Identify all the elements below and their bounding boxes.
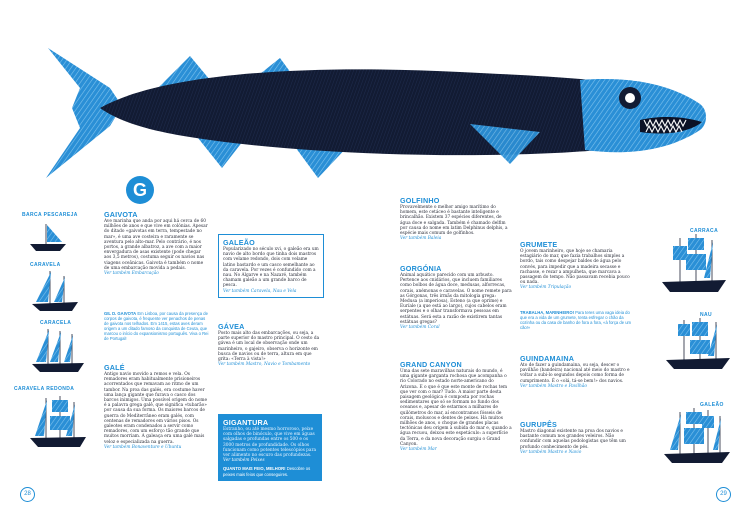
entry-body: Posto mais alto das embarcações, ou seja, a parte superior do mastro principal. O cesto da gávea é um local de observação onde um marinheiro, o gajeiro, observa o horizonte em busca de navios ou de terra, altura em que grita: «Terra à vista!» xyxy=(218,331,320,363)
entry-see-also: Ver também Mastro, Navio e Tombamento xyxy=(218,362,311,368)
entry-body: O jovem marinheiro, que hoje se chamaria estagiário do mar, que fazia trabalhos simples a bordo, tais como despejar baldes de água pelo convés, para impedir que a madeira secasse e rachasse, e rezar a ampulheta, que marcava a passagem do tempo. Não passavam recebia pouco ou nada. xyxy=(520,249,630,286)
ship-label-galeao: GALEÃO xyxy=(700,402,724,408)
entry-gurupes xyxy=(520,420,632,455)
entry-body: Provavelmente o melhor amigo marítimo do homem, este cetáceo é bastante inteligente e brincalhão. Existem 37 espécies diferentes, de água doce e salgada. Também é chamado delfim por causa do nome em latim Delphinus delphis, a espécie mais comum de golfinhos. xyxy=(400,205,508,237)
entry-title: GIGANTURA xyxy=(223,418,269,427)
entry-body: Antigo navio movido a remos e vela. Os remadores eram habitualmente prisioneiros acorrentados que remavam ao ritmo de um tambor. Na proa das galés, era costume haver uma lança gigante que furava o casco dos barcos inimigos. Uma possível origem do nome é a palavra grega galê, que significa «tubarão» por causa da sua forma. Os maiores barcos de guerra do Mediterrâneo eram galés, com centenas de remadores em vários pisos. Os galeotes eram condenados a servir como remadores, com um esforço tão grande que muitos morriam. A galeaça era uma galé mais veloz e especializada na guerra. xyxy=(104,372,208,445)
entry-see-also: Ver também Mar xyxy=(400,447,437,453)
ship-label-carraca: CARRACA xyxy=(690,228,719,234)
ship-caracela xyxy=(30,326,88,374)
entry-see-also: Ver também Bonaventure e Ubuntu xyxy=(104,444,182,450)
fish-head xyxy=(580,79,706,152)
entry-body: Popularizado no século xvi, o galeão era um navio de alto bordo que tinha dois mastros com velame redondo, dois com velame latino bastardo e um casco semelhante ao da caravela. Por vezes é confundido com a nau. No Algarve e na Nazaré, também chamam galeão a um grande barco de pesca. xyxy=(223,247,319,289)
page-number-left: 28 xyxy=(20,487,35,502)
entry-title: GAIVOTA xyxy=(104,210,138,219)
entry-body: Ave marinha que anda por aqui há cerca de 60 milhões de anos e que vive em colónias. Apesar do ditado «gaivotas em terra, tempestade no mar», é uma ave costeira e raramente se aventura pelo alto-mar. Pelo contrário, é nos portos, a grande albatroz, a ave com a maior envergadura de asas existente (pode chegar aos 3,5 metros), costuma seguir os navios nas viagens oceânicas. Gaivota é também o nome de uma embarcação movida a pedais. xyxy=(104,219,208,271)
note-quanto-mais-feio xyxy=(223,466,317,476)
entry-body: Animal aquático parecido com um arbusto. Pertence aos cnidários, que incluem familiares como bolbos de água doce, medusas, alforrecas, corais, anémonas e caravelas. O nome remete para as Górgonas, três irmãs da mitologia grega: Medusa (a imperiosa), Esteno (a que oprime) e Euríale (a que está ao largo), cujos cabelos eram serpentes e o olhar transformava pessoas em estátuas. Será esta a razão de existirem tantas estátuas gregas? xyxy=(400,273,512,325)
note-title: GIL D. GAIVOTA xyxy=(104,311,137,316)
entry-title: GOLFINHO xyxy=(400,196,440,205)
entry-see-also: Ver também Mastro e Pavilhão xyxy=(520,383,587,389)
entry-title: GRUMETE xyxy=(520,240,558,249)
entry-see-also: Ver também Caravela, Nau e Vela xyxy=(223,288,297,294)
entry-grand-canyon xyxy=(400,360,512,452)
ship-label-caravela-redonda: CARAVELA REDONDA xyxy=(14,386,75,392)
entry-galeao xyxy=(218,234,324,298)
entry-see-also: Ver também Coral xyxy=(400,325,440,331)
entry-gorgonia xyxy=(400,264,512,330)
entry-body: Ato de fazer a guindamaina, ou seja, descer o pavilhão (bandeira) nacional até meio do mastro e voltar a subi-lo segundos depois como forma de cumprimento. É o «olá, tá-se bem!» dos navios. xyxy=(520,363,630,384)
entry-title: GRAND CANYON xyxy=(400,360,462,369)
note-body: Para teres uma vaga ideia do que era a vida de um grumete, tenta esfregar o chão da cozinha ou da casa de banho de fora a fora, «à força de um cão!» xyxy=(520,310,632,331)
ship-label-caravela: CARAVELA xyxy=(30,262,61,268)
ship-label-caracela: CARACELA xyxy=(40,320,72,326)
entry-gigantura xyxy=(218,414,322,481)
ship-label-barca: BARCA PESCAREJA xyxy=(22,212,78,218)
entry-body: Estranho, ou até mesmo horroroso, peixe com olhos de binóculo, que vive em águas salgadas e profundas entre os 500 e os 3000 metros de profundidade. Os olhos funcionam como potentes telescópios para ver alimento no escuro das profundezas. xyxy=(223,427,317,459)
entry-see-also: Ver também Peixes xyxy=(223,458,265,464)
page-number-right: 29 xyxy=(716,487,731,502)
entry-gale xyxy=(104,363,208,450)
note-title: TRABALHA, MARINHEIRO! xyxy=(520,310,574,315)
ship-nau xyxy=(664,316,734,372)
entry-see-also: Ver também Baleia xyxy=(400,236,442,242)
entry-gaivota xyxy=(104,210,208,276)
entry-title: GUINDAMAINA xyxy=(520,354,575,363)
entry-see-also: Ver também Mastro e Navio xyxy=(520,449,582,455)
deep-sea-fish-illustration xyxy=(40,28,710,188)
note-body: Descobre os peixes mais feios que conseguires. xyxy=(223,466,311,477)
entry-see-also: Ver também Tripulação xyxy=(520,285,572,291)
ship-caravela xyxy=(28,268,82,314)
ship-galeao xyxy=(662,406,734,466)
ship-carraca xyxy=(660,232,730,296)
entry-grumete xyxy=(520,240,632,291)
entry-guindamaina xyxy=(520,354,632,389)
entry-see-also: Ver também Embarcação xyxy=(104,271,159,277)
entry-body: Mastro diagonal existente na proa dos navios e bastante comum nos grandes veleiros. Não confundir com aquelas podologistas que têm um profundo conhecimento de pés. xyxy=(520,429,626,450)
ship-barca-pescareja xyxy=(26,220,70,254)
entry-body: Uma das sete maravilhas naturais do mundo, é uma gigante garganta rochosa que acompanha o rio Colorado no estado norte-americano do Arizona. E o que é que este monte de rochas tem que ver com o mar? Tudo. A maior parte desta paisagem geológica é composta por rochas sedimentares que só se formam no fundo dos oceanos e, apesar de estarmos a milhares de quilómetros do mar, aí encontramos fósseis de corais, moluscos e dentes de peixes. Há muitos milhões de anos, o choque de grandes placas tectónicas deu origem à subida do mar e, quando a água recuou, deixou este espetáculo: a superfície da Terra, e da nova decoração surgiu o Grand Canyon. xyxy=(400,369,512,447)
entry-title: GURUPÊS xyxy=(520,420,557,429)
entry-title: GÁVEA xyxy=(218,322,245,331)
note-body: Em Lisboa, por causa da presença de corpos de gaivota, é frequente ver penachos de penas de gaivota nos telhados. Em 1415, estas aves deram origem a um ditado famoso da conquista de Ceuta, que marcou o início do expansionismo português. Viva o Rei de Portugal! xyxy=(104,311,209,342)
entry-title: GALÉ xyxy=(104,363,125,372)
entry-golfinho xyxy=(400,196,512,241)
entry-gavea xyxy=(218,322,322,367)
note-title: QUANTO MAIS FEIO, MELHOR! xyxy=(223,466,286,472)
note-trabalha-marinheiro xyxy=(520,310,634,330)
entry-title: GALEÃO xyxy=(223,238,255,247)
section-letter: G xyxy=(126,176,154,204)
ship-caravela-redonda xyxy=(28,394,90,450)
entry-title: GORGÓNIA xyxy=(400,264,442,273)
ship-label-nau: NAU xyxy=(700,312,713,318)
note-gil-gaivota xyxy=(104,311,210,342)
